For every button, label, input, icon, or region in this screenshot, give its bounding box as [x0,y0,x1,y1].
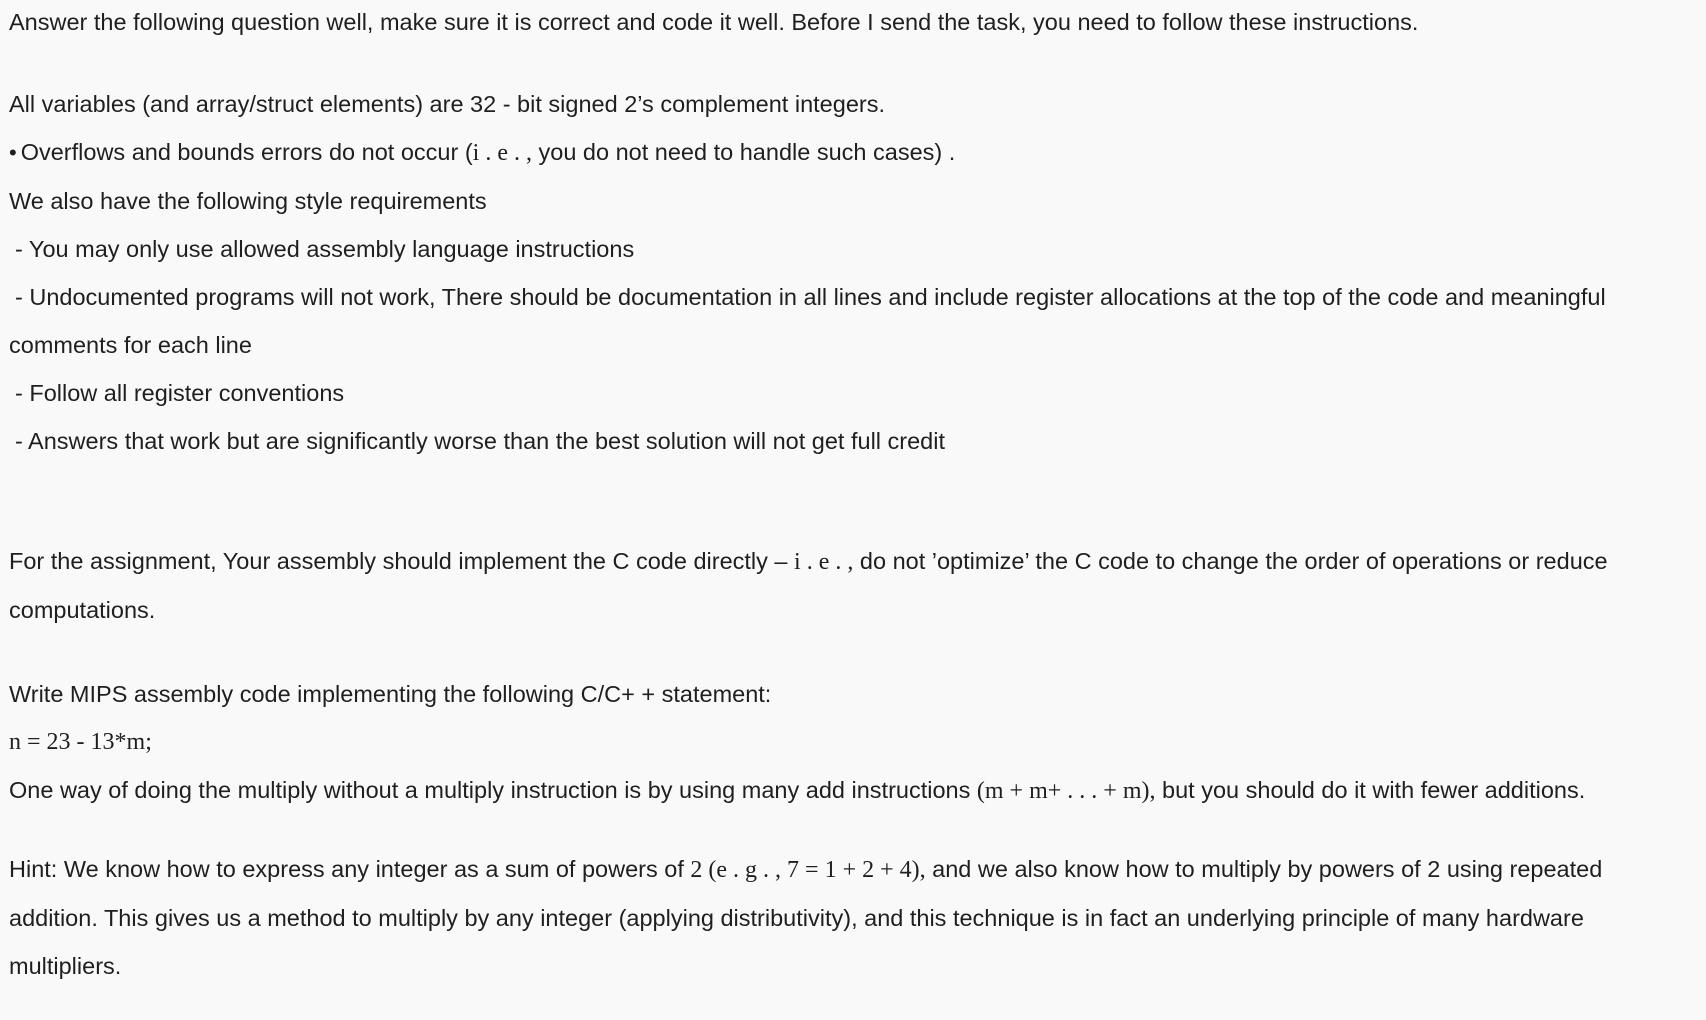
assignment-suffix: do not ’optimize’ the C code to change the order of operations or reduce [853,548,1608,574]
overflow-text-suffix: you do not need to handle such cases) . [531,139,956,165]
bullet-icon: • [9,140,17,165]
task-note-prefix: One way of doing the multiply without a multiply instruction is by using many add instructions [9,777,977,803]
spacer [9,44,1706,80]
hint-suffix: and we also know how to multiply by powers of 2 using repeated [925,856,1603,882]
style-requirement-item: - Answers that work but are significantly worse than the best solution will not get full credit [15,428,946,454]
assignment-text-line2: computations. [9,597,156,623]
spacer [9,634,1706,670]
variables-note: All variables (and array/struct elements) are 32 - bit signed 2’s complement integers. [9,91,885,117]
spacer [9,815,1706,845]
overflow-bullet [9,128,1706,177]
style-requirement-item-continued: comments for each line [9,332,252,358]
hint-prefix: Hint: We know how to express any integer as a sum of powers of [9,856,691,882]
overflow-ie: i . e . , [472,140,532,166]
hint-line1 [9,845,1706,894]
assignment-prefix: For the assignment, Your assembly should implement the C code directly – [9,548,795,574]
assignment-ie: i . e . , [794,549,854,575]
hint-line3: multipliers. [9,953,122,979]
style-requirement-item: - Undocumented programs will not work, There should be documentation in all lines and include register allocations at the top of the code and meaningful [15,284,1606,310]
intro-text: Answer the following question well, make sure it is correct and code it well. Before I send the task, you need to follow these instructions. [9,9,1419,35]
task-note [9,766,1706,815]
style-requirements-heading: We also have the following style requirements [9,188,487,214]
spacer [9,465,1706,537]
task-note-math: (m + m+ . . . + m), [976,778,1156,804]
style-requirement-item: - You may only use allowed assembly language instructions [15,236,635,262]
hint-line2: addition. This gives us a method to multiply by any integer (applying distributivity), and this technique is in fact an underlying principle of many hardware [9,905,1584,931]
task-prompt: Write MIPS assembly code implementing the following C/C+ + statement: [9,681,772,707]
overflow-text-prefix: Overflows and bounds errors do not occur ( [20,139,473,165]
task-statement: n = 23 - 13*m; [9,729,152,755]
assignment-text-line1 [9,537,1706,586]
task-note-suffix: but you should do it with fewer additions. [1155,777,1586,803]
hint-math: 2 (e . g . , 7 = 1 + 2 + 4), [690,857,926,883]
style-requirement-item: - Follow all register conventions [15,380,345,406]
